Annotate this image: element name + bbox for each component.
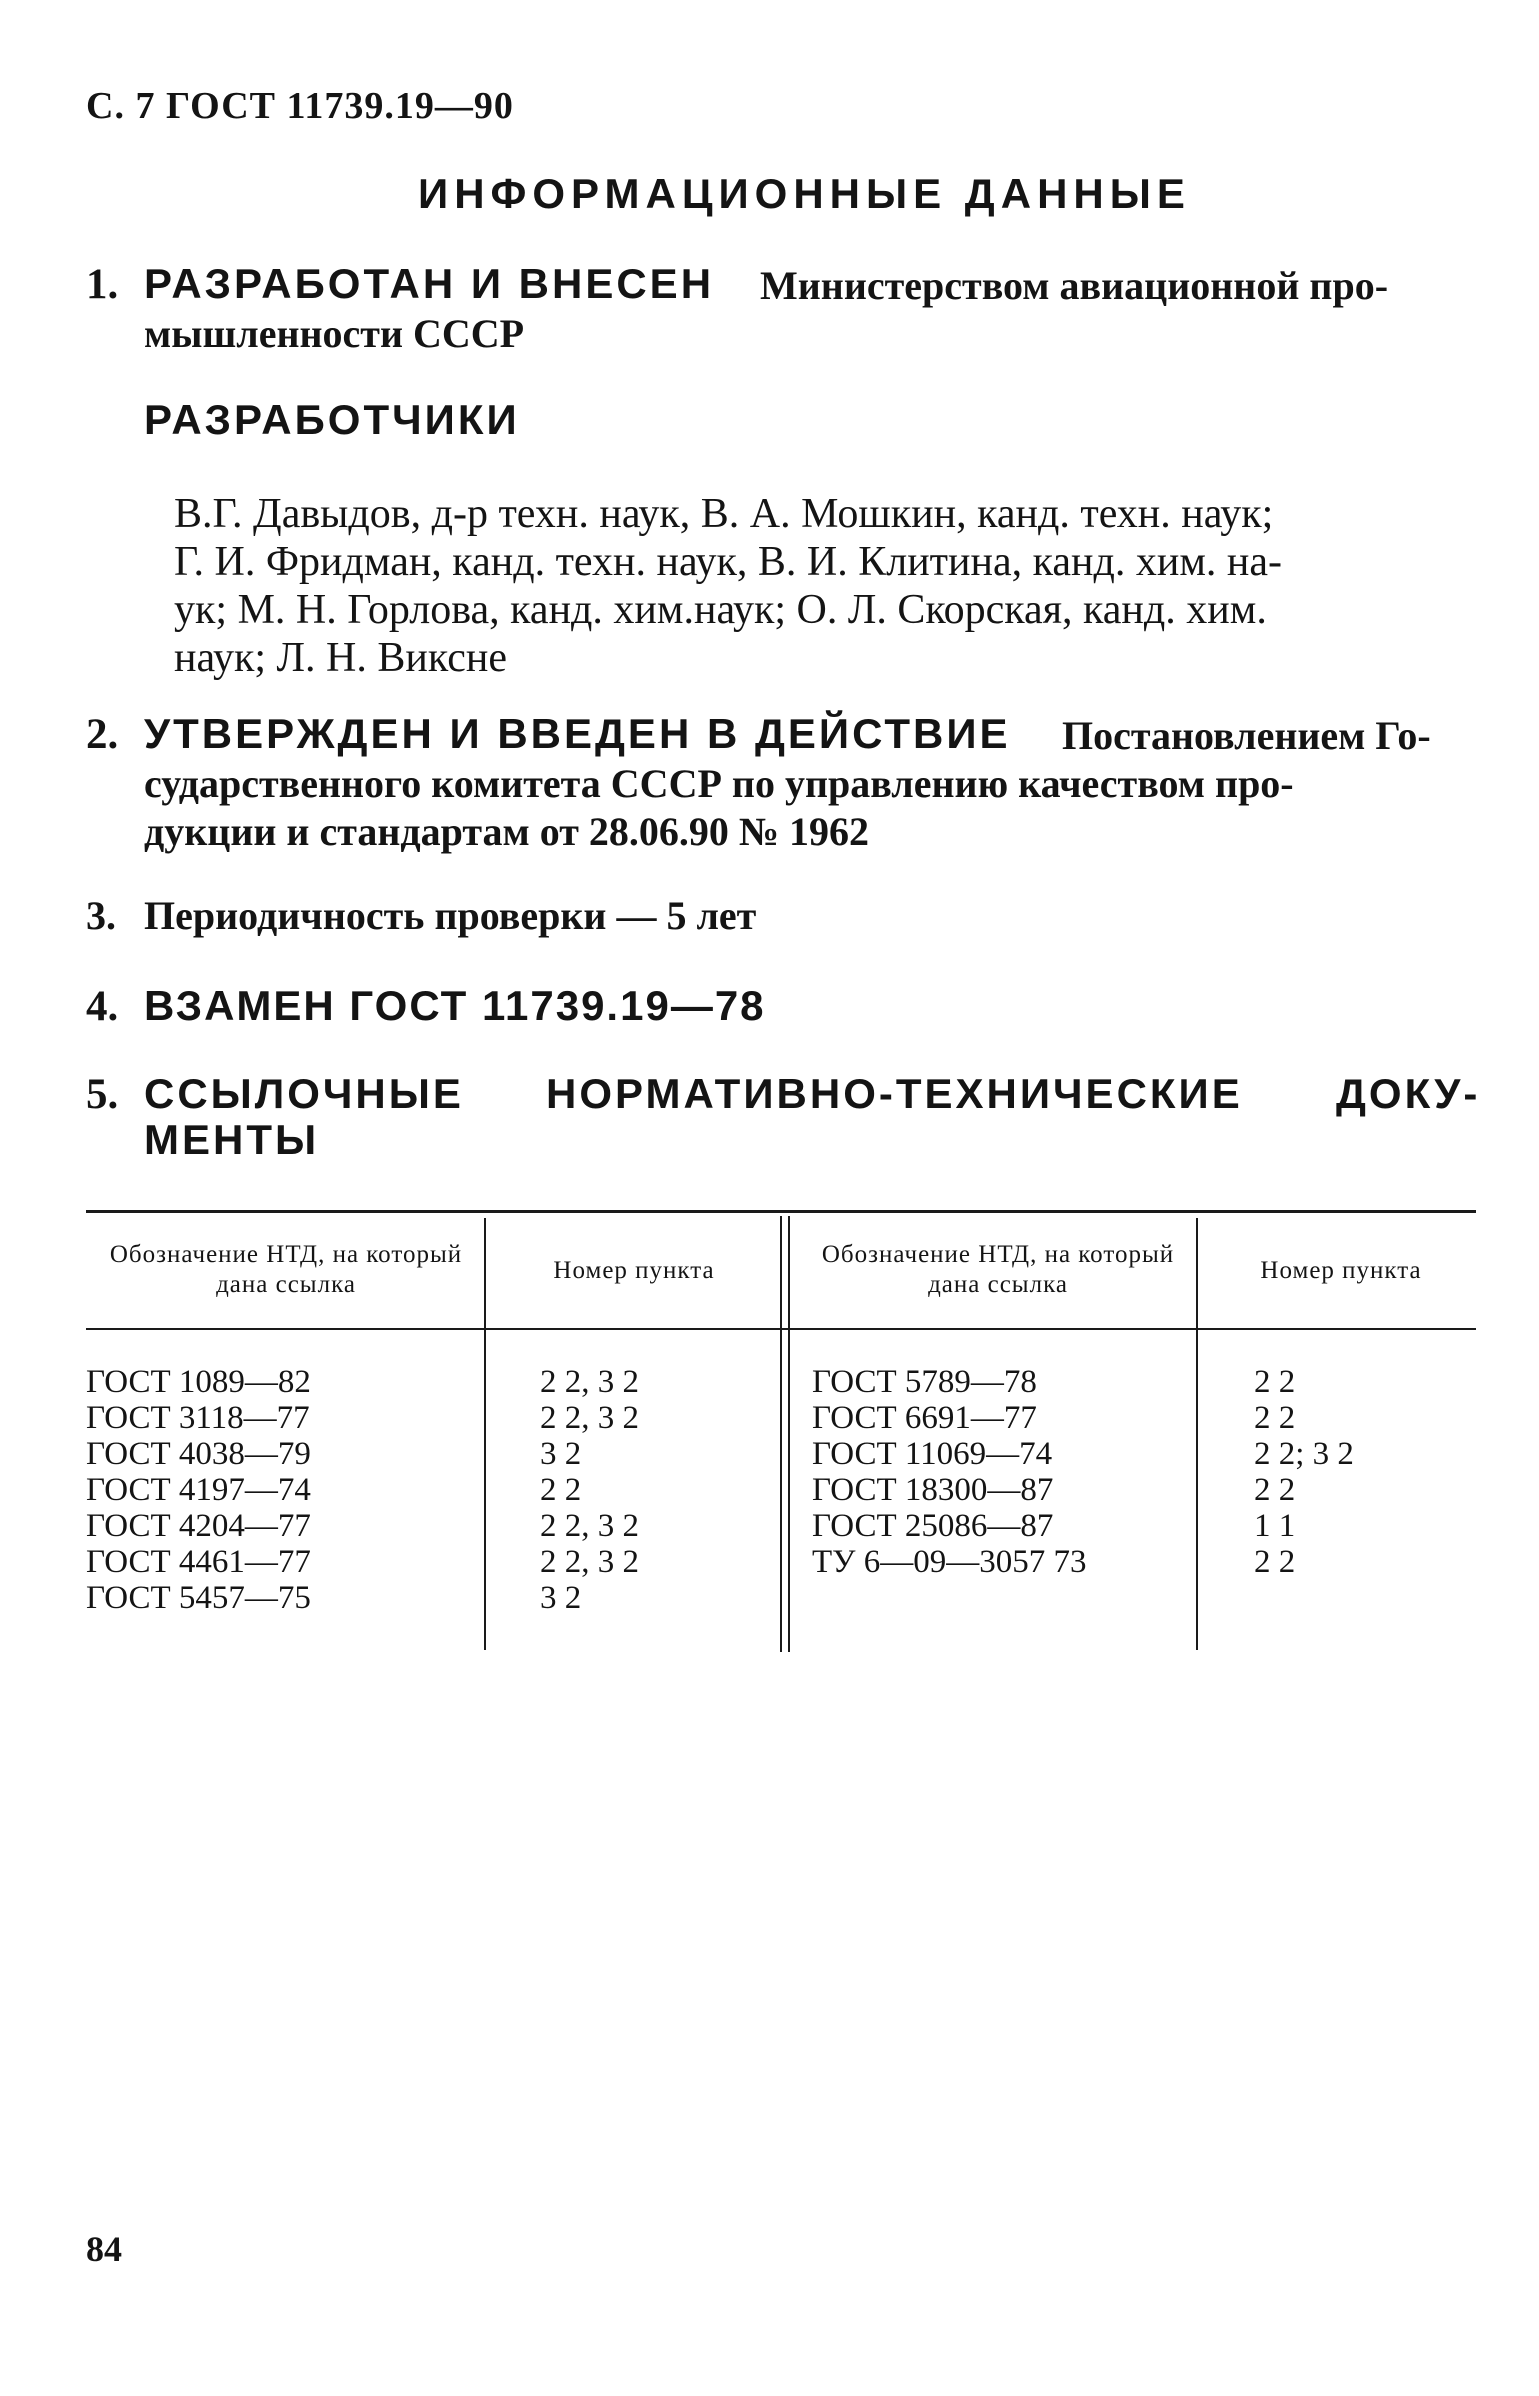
section-5-word-2: НОРМАТИВНО-ТЕХНИЧЕСКИЕ (546, 1070, 1243, 1117)
page-header: С. 7 ГОСТ 11739.19—90 (86, 85, 514, 127)
right-item-list: 2 2 2 2 2 2; 3 2 2 2 1 1 2 2 (1254, 1364, 1354, 1580)
section-2-number: 2. (86, 711, 119, 758)
section-5-number: 5. (86, 1071, 119, 1118)
developers-heading: РАЗРАБОТЧИКИ (144, 396, 520, 443)
section-1-caps: РАЗРАБОТАН И ВНЕСЕН (144, 260, 715, 307)
section-3 (86, 892, 756, 939)
section-4 (86, 982, 766, 1031)
section-1-text-line2: мышленности СССР (144, 311, 525, 356)
section-2-text-line1: Постановлением Го- (1062, 713, 1431, 758)
developers-line-4: наук; Л. Н. Виксне (174, 635, 507, 681)
section-2 (86, 710, 1011, 759)
table-column-divider-2a (780, 1216, 782, 1652)
developers-line-2: Г. И. Фридман, канд. техн. наук, В. И. Клитина, канд. хим. на- (174, 539, 1283, 585)
section-5-line-2: МЕНТЫ (144, 1116, 320, 1163)
table-column-divider-3 (1196, 1218, 1198, 1650)
header-doc-designation-2: Обозначение НТД, на который дана ссылка (821, 1241, 1175, 1298)
section-4-text: ВЗАМЕН ГОСТ 11739.19—78 (144, 982, 766, 1029)
header-item-number-2: Номер пункта (1260, 1257, 1422, 1284)
page-title: ИНФОРМАЦИОННЫЕ ДАННЫЕ (418, 170, 1191, 217)
section-5-word-3: ДОКУ- (1336, 1070, 1481, 1117)
section-1-text-line1: Министерством авиационной про- (760, 263, 1389, 308)
right-doc-list: ГОСТ 5789—78 ГОСТ 6691—77 ГОСТ 11069—74 ГОСТ 18300—87 ГОСТ 25086—87 ТУ 6—09—3057 73 (812, 1364, 1087, 1580)
header-item-number-1: Номер пункта (553, 1257, 715, 1284)
developers-line-1: В.Г. Давыдов, д-р техн. наук, В. А. Мошкин, канд. техн. наук; (174, 491, 1274, 537)
page-number: 84 (86, 2229, 122, 2269)
section-3-number: 3. (86, 893, 116, 938)
table-column-divider-2b (788, 1216, 790, 1652)
table-top-rule (86, 1210, 1476, 1213)
section-5-word-1: ССЫЛОЧНЫЕ (144, 1070, 464, 1117)
section-2-text-line2: сударственного комитета СССР по управлению качеством про- (144, 761, 1294, 806)
left-doc-list: ГОСТ 1089—82 ГОСТ 3118—77 ГОСТ 4038—79 ГОСТ 4197—74 ГОСТ 4204—77 ГОСТ 4461—77 ГОСТ 5457—75 (86, 1364, 311, 1616)
developers-line-3: ук; М. Н. Горлова, канд. хим.наук; О. Л. Скорская, канд. хим. (174, 587, 1267, 633)
section-1-number: 1. (86, 261, 119, 308)
section-5 (86, 1070, 464, 1119)
section-1 (86, 260, 714, 309)
table-column-divider-1 (484, 1218, 486, 1650)
section-2-text-line3: дукции и стандартам от 28.06.90 № 1962 (144, 809, 870, 854)
section-2-caps: УТВЕРЖДЕН И ВВЕДЕН В ДЕЙСТВИЕ (144, 710, 1011, 757)
header-doc-designation-1: Обозначение НТД, на который дана ссылка (109, 1241, 463, 1298)
section-3-text: Периодичность проверки — 5 лет (144, 893, 757, 938)
left-item-list: 2 2, 3 2 2 2, 3 2 3 2 2 2 2 2, 3 2 2 2, 3 2 3 2 (540, 1364, 639, 1616)
section-4-number: 4. (86, 983, 119, 1030)
